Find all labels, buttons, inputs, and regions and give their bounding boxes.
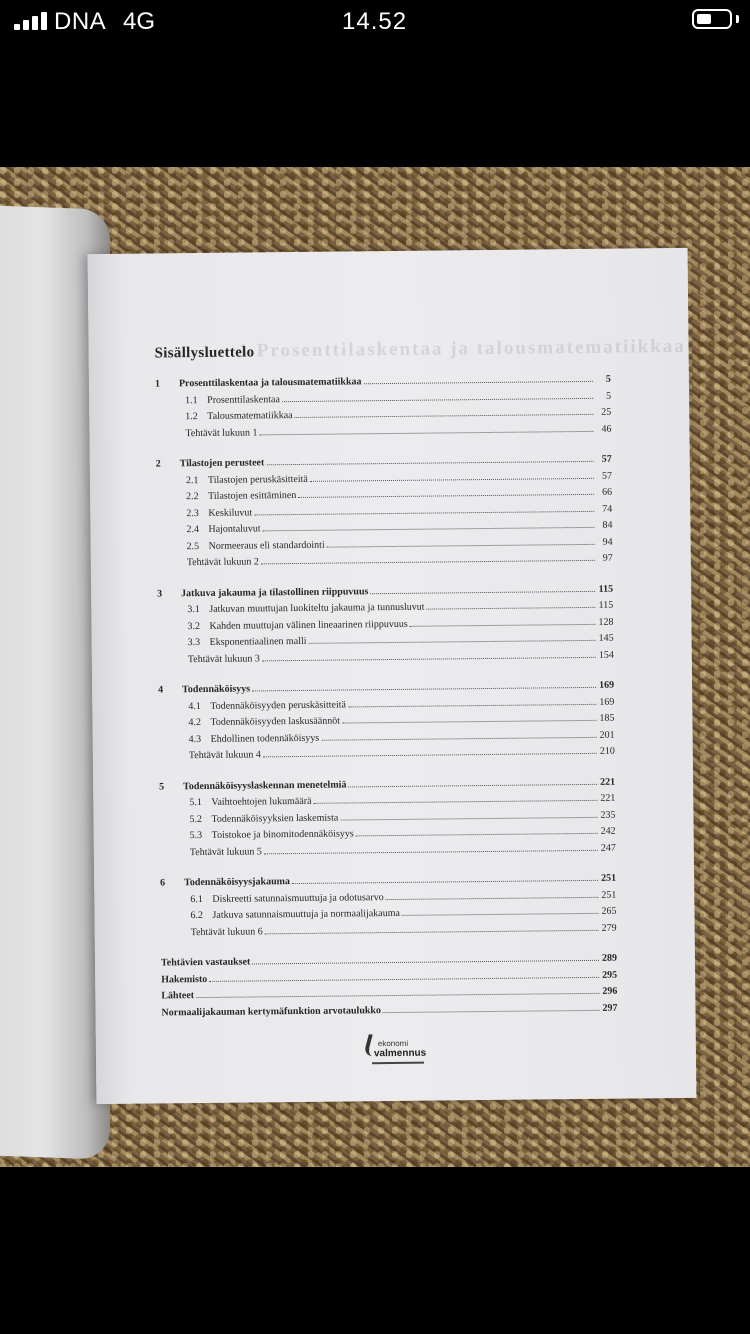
section-title: Tilastojen esittäminen [208,489,297,502]
dot-leader [321,736,596,740]
dot-leader [252,960,599,965]
exercises-page: 97 [602,552,613,564]
section-number: 3.3 [187,637,201,649]
logo-text-top: ekonomi [377,1038,409,1049]
dot-leader [265,929,599,933]
section-page: 235 [600,809,616,821]
section-title: Normeeraus eli standardointi [208,539,325,552]
dot-leader [292,880,598,884]
exercises-page: 46 [601,423,612,435]
toc-back-matter [155,951,618,1022]
logo-underline [372,1062,424,1065]
chapter-title: Todennäköisyysjakauma [184,876,290,889]
toc-chapter [151,581,614,668]
exercises-row [188,647,614,668]
section-number: 2.3 [186,507,199,519]
dot-leader [298,494,594,498]
section-title: Tilastojen peruskäsitteitä [207,473,308,486]
chapter-page: 5 [605,373,611,385]
exercises-row [189,744,615,765]
battery-tip [736,15,739,23]
dot-leader [264,849,598,853]
section-number: 1.1 [185,394,198,406]
section-title: Jatkuvan muuttujan luokiteltu jakauma ja tunnusluvut [209,601,425,615]
dot-leader [402,913,599,916]
photo-viewer[interactable] [0,167,750,1167]
book-page [88,248,697,1104]
chapter-number: 2 [155,458,161,470]
exercises-title: Tehtävät lukuun 2 [186,556,259,569]
status-time: 14.52 [342,8,408,35]
toc-chapter [154,871,617,942]
section-title: Ehdollinen todennäköisyys [210,732,320,745]
section-page: 66 [602,486,613,498]
section-page: 74 [602,503,613,515]
section-number: 4.2 [188,717,202,729]
section-number: 4.3 [188,733,202,745]
exercises-title: Tehtävät lukuun 5 [189,845,262,858]
chapter-number: 1 [154,378,160,390]
back-matter-title: Normaalijakauman kertymäfunktion arvotaulukko [161,1004,382,1018]
dot-leader [364,381,593,384]
dot-leader [348,783,597,787]
section-number: 1.2 [185,411,198,423]
dot-leader [342,720,596,724]
section-title: Todennäköisyyden peruskäsitteitä [210,698,347,712]
toc-chapters [149,372,617,942]
dot-leader [356,833,598,837]
dot-leader [340,816,597,820]
section-page: 185 [599,712,615,724]
chapter-page: 115 [598,583,614,595]
section-title: Jatkuva satunnaismuuttuja ja normaalijakauma [212,907,400,921]
section-page: 251 [601,889,617,901]
section-title: Todennäköisyyksien laskemista [211,812,339,825]
exercises-row [190,840,616,861]
dot-leader [383,1009,600,1012]
chapter-title: Prosenttilaskentaa ja talousmatematiikkaa [178,376,362,390]
battery-icon [692,9,732,29]
dot-leader [327,543,595,547]
section-title: Diskreetti satunnaismuuttuja ja odotusarvo [212,891,384,905]
section-number: 3.1 [187,604,200,616]
table-of-contents [149,341,618,1022]
section-number: 2.1 [185,474,199,486]
section-page: 221 [600,792,616,804]
dot-leader [260,430,594,434]
exercises-page: 210 [599,745,615,757]
signal-strength-icon [14,12,48,30]
dot-leader [263,753,597,757]
section-title: Eksponentiaalinen malli [209,635,307,648]
exercises-row [191,920,617,941]
section-title: Todennäköisyyden laskusäännöt [210,715,341,728]
back-matter-page: 296 [602,985,618,997]
section-page: 84 [602,519,613,531]
section-number: 2.2 [186,491,199,503]
chapter-number: 3 [157,587,163,599]
section-page: 128 [598,616,614,628]
dot-leader [348,703,596,707]
section-page: 5 [606,390,612,402]
dot-leader [196,993,599,998]
section-page: 265 [601,905,617,917]
toc-title: Sisällysluettelo [154,344,255,362]
exercises-title: Tehtävät lukuun 1 [185,426,258,439]
chapter-page: 251 [601,872,617,884]
section-number: 5.3 [189,829,203,842]
back-matter-title: Lähteet [161,990,195,1002]
dot-leader [410,623,596,626]
section-page: 25 [601,406,612,418]
chapter-number: 5 [159,780,165,792]
dot-leader [427,607,596,610]
section-page: 201 [599,729,615,741]
chapter-page: 221 [600,776,616,788]
exercises-title: Tehtävät lukuun 4 [188,749,261,762]
exercises-page: 247 [600,842,616,854]
section-title: Toistokoe ja binomitodennäköisyys [211,828,354,841]
chapter-title: Todennäköisyys [182,683,251,696]
dot-leader [209,976,599,981]
section-page: 57 [601,470,612,482]
logo-text-bottom: valmennus [373,1047,427,1060]
back-matter-page: 297 [602,1002,618,1014]
dot-leader [263,527,595,531]
dot-leader [295,414,594,418]
dot-leader [254,510,594,515]
exercises-row [185,421,611,442]
section-page: 94 [602,536,613,548]
section-number: 6.2 [190,909,204,922]
exercises-row [187,551,613,572]
dot-leader [310,477,594,481]
carrier-name: DNA [54,8,107,35]
back-matter-title: Tehtävien vastaukset [160,956,251,969]
section-number: 4.1 [188,700,201,712]
section-number: 5.1 [189,796,202,809]
toc-chapter [152,678,615,765]
dot-leader [314,800,598,804]
exercises-title: Tehtävät lukuun 3 [187,652,260,665]
dot-leader [282,397,593,401]
chapter-title: Todennäköisyyslaskennan menetelmiä [183,778,347,792]
section-title: Vaihtoehtojen lukumäärä [211,795,312,808]
section-title: Prosenttilaskentaa [207,393,280,406]
status-bar [0,0,750,44]
back-matter-title: Hakemisto [161,973,208,985]
section-page: 169 [599,696,615,708]
section-number: 3.2 [187,620,201,632]
exercises-page: 279 [601,922,617,934]
back-matter-page: 289 [601,952,618,964]
section-title: Kahden muuttujan välinen lineaarinen riippuvuus [209,618,408,632]
dot-leader [266,461,593,465]
toc-chapter [149,372,612,443]
section-title: Talousmatematiikkaa [207,410,293,422]
dot-leader [261,560,595,564]
back-matter-page: 295 [602,969,618,981]
section-number: 6.1 [190,893,203,905]
dot-leader [309,640,596,644]
section-page: 145 [598,632,614,644]
publisher-logo [366,1034,436,1075]
chapter-number: 6 [160,877,166,889]
section-number: 5.2 [189,813,203,825]
chapter-number: 4 [158,684,164,696]
chapter-page: 57 [601,453,612,465]
back-matter-row [155,1000,617,1021]
dot-leader [370,590,595,593]
section-page: 242 [600,825,616,837]
network-type: 4G [123,8,156,35]
section-title: Keskiluvut [208,506,253,519]
exercises-page: 154 [598,649,614,661]
section-number: 2.4 [186,524,200,536]
exercises-title: Tehtävät lukuun 6 [190,925,263,938]
show-through-text: 1 Prosenttilaskentaa ja talousmatematiikkaa [238,335,686,362]
dot-leader [386,896,599,899]
bottom-black-area [0,1167,750,1334]
chapter-title: Jatkuva jakauma ja tilastollinen riippuvuus [181,585,369,599]
section-page: 115 [598,599,614,611]
section-title: Hajontaluvut [208,523,261,535]
toc-chapter [150,452,613,572]
chapter-page: 169 [599,679,615,691]
toc-chapter [153,774,616,861]
dot-leader [262,656,596,660]
dot-leader [252,687,596,692]
section-number: 2.5 [186,540,200,552]
chapter-title: Tilastojen perusteet [179,457,265,470]
